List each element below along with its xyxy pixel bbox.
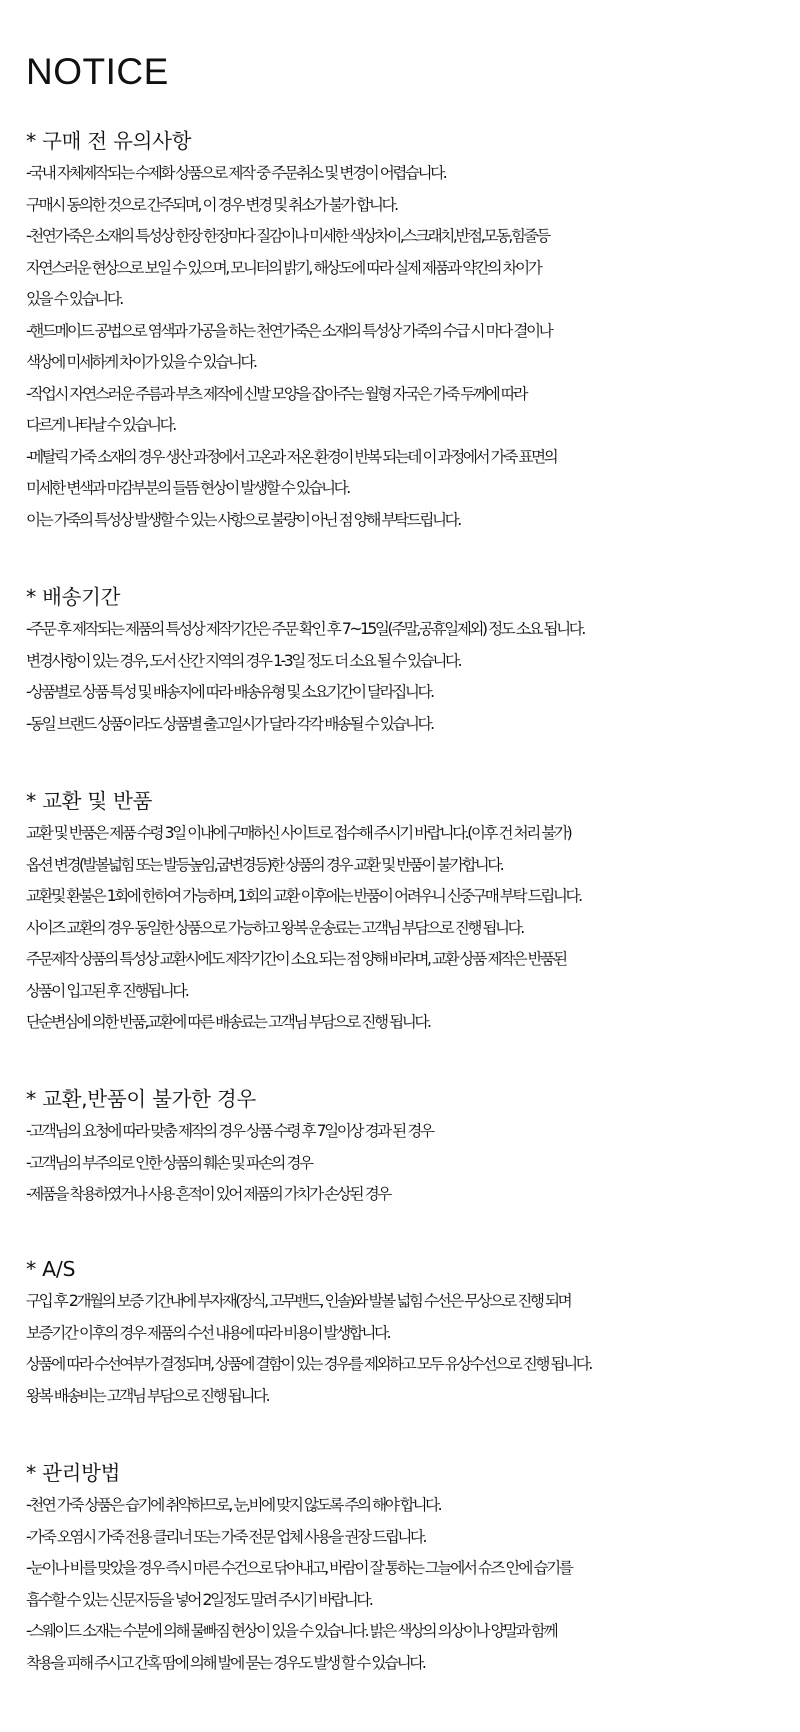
text-line: -주문 후 제작되는 제품의 특성상 제작기간은 주문 확인 후 7~15일(주말,공휴일제외) 정도 소요 됩니다. xyxy=(26,620,584,638)
text-line: -국내 자체제작되는 수제화 상품으로 제작 중 주문취소 및 변경이 어렵습니다. xyxy=(26,164,446,182)
text-line: 교환및 환불은 1회에 한하여 가능하며, 1회의 교환 이후에는 반품이 어려우니 신중구매 부탁 드립니다. xyxy=(26,887,581,905)
text-line: 상품이 입고된 후 진행됩니다. xyxy=(26,981,188,1000)
text-line: -천연가죽은 소재의 특성상 한장 한장마다 질감이나 미세한 색상차이,스크래치,반점,모동,힘줄등 xyxy=(26,227,549,245)
section-heading: * A/S xyxy=(26,1257,76,1281)
text-line: -작업시 자연스러운 주름과 부츠 제작에 신발 모양을 잡아주는 월형 자국은 가죽 두께에 따라 xyxy=(26,384,526,403)
section-body xyxy=(26,1490,796,1679)
text-line: 미세한 변색과 마감부분의 들뜸 현상이 발생할 수 있습니다. xyxy=(26,479,349,497)
section-exchange-return xyxy=(26,786,796,1039)
text-line: -핸드메이드 공법으로 염색과 가공을 하는 천연가죽은 소재의 특성상 가죽의 수급 시 마다 결이나 xyxy=(26,321,552,340)
text-line: 단순변심에 의한 반품,교환에 따른 배송료는 고객님 부담으로 진행 됩니다. xyxy=(26,1013,430,1031)
text-line: -천연 가죽 상품은 습기에 취약하므로, 눈,비에 맞지 않도록 주의 해야 합니다. xyxy=(26,1496,441,1514)
text-line: 있을 수 있습니다. xyxy=(26,290,122,308)
text-line: 자연스러운 현상으로 보일 수 있으며, 모니터의 밝기, 해상도에 따라 실제 제품과 약간의 차이가 xyxy=(26,258,541,277)
section-heading: * 교환,반품이 불가한 경우 xyxy=(26,1087,256,1111)
text-line: -고객님의 요청에 따라 맞춤 제작의 경우 상품 수령 후 7일이상 경과 된 경우 xyxy=(26,1122,433,1140)
text-line: -상품별로 상품 특성 및 배송지에 따라 배송유형 및 소요기간이 달라집니다. xyxy=(26,683,433,701)
section-pre-purchase-notes xyxy=(26,126,796,536)
section-heading: * 배송기간 xyxy=(26,585,121,609)
text-line: 구매시 동의한 것으로 간주되며, 이 경우 변경 및 취소가 불가 합니다. xyxy=(26,195,397,214)
section-non-returnable-cases xyxy=(26,1084,796,1211)
text-line: -스웨이드 소재는 수분에 의해 물빠짐 현상이 있을 수 있습니다. 밝은 색상의 의상이나 양말과 함께 xyxy=(26,1622,557,1640)
text-line: -고객님의 부주의로 인한 상품의 훼손 및 파손의 경우 xyxy=(26,1153,312,1172)
text-line: 보증기간 이후의 경우 제품의 수선 내용에 따라 비용이 발생합니다. xyxy=(26,1323,390,1342)
section-body xyxy=(26,158,796,536)
text-line: 착용을 피해 주시고 간혹 땀에 의해 발에 묻는 경우도 발생 할 수 있습니다. xyxy=(26,1653,425,1672)
text-line: 변경사항이 있는 경우, 도서 산간 지역의 경우 1-3일 정도 더 소요 될 수 있습니다. xyxy=(26,651,461,670)
text-line: 옵션 변경(발볼넓힘 또는 발등높임,굽변경등)한 상품의 경우 교환 및 반품이 불가합니다. xyxy=(26,855,503,874)
section-body xyxy=(26,1286,796,1412)
text-line: 교환 및 반품은 제품 수령 3일 이내에 구매하신 사이트로 접수해 주시기 바랍니다.(이후 건 처리 불가) xyxy=(26,824,571,842)
text-line: 상품에 따라 수선여부가 결정되며, 상품에 결함이 있는 경우를 제외하고 모두 유상수선으로 진행 됩니다. xyxy=(26,1355,591,1373)
section-after-service xyxy=(26,1254,796,1412)
text-line: -가죽 오염시 가죽 전용 클리너 또는 가죽 전문 업체 사용을 권장 드립니다. xyxy=(26,1527,426,1546)
text-line: -메탈릭 가죽 소재의 경우 생산 과정에서 고온과 저온 환경이 반복 되는데 이 과정에서 가죽 표면의 xyxy=(26,447,557,466)
notice-content xyxy=(26,51,796,1672)
text-line: -눈이나 비를 맞았을 경우 즉시 마른 수건으로 닦아내고, 바람이 잘 통하는 그늘에서 슈즈 안에 습기를 xyxy=(26,1559,572,1577)
section-body xyxy=(26,818,796,1039)
page-title: NOTICE xyxy=(26,51,169,92)
text-line: -제품을 착용하였거나 사용 흔적이 있어 제품의 가치가 손상된 경우 xyxy=(26,1185,390,1203)
text-line: 주문제작 상품의 특성상 교환시에도 제작기간이 소요 되는 점 양해 바라며, 교환 상품 제작은 반품된 xyxy=(26,950,566,968)
text-line: 흡수할 수 있는 신문지등을 넣어 2일정도 말려 주시기 바랍니다. xyxy=(26,1590,372,1609)
text-line: 왕복 배송비는 고객님 부담으로 진행 됩니다. xyxy=(26,1386,269,1405)
section-care-instructions xyxy=(26,1458,796,1679)
text-line: -동일 브랜드 상품이라도 상품별 출고일시가 달라 각각 배송될 수 있습니다. xyxy=(26,714,433,733)
section-heading: * 관리방법 xyxy=(26,1461,121,1485)
section-shipping-period xyxy=(26,582,796,740)
section-heading: * 구매 전 유의사항 xyxy=(26,129,192,153)
text-line: 이는 가죽의 특성상 발생할 수 있는 사항으로 불량이 아닌 점 양해 부탁드립니다. xyxy=(26,510,460,529)
section-heading: * 교환 및 반품 xyxy=(26,789,153,813)
text-line: 구입 후 2개월의 보증 기간내에 부자재(장식, 고무밴드, 인솔)와 발볼 넓힘 수선은 무상으로 진행 되며 xyxy=(26,1292,571,1310)
text-line: 사이즈 교환의 경우 동일한 상품으로 가능하고 왕복 운송료는 고객님 부담으로 진행 됩니다. xyxy=(26,918,523,937)
section-body xyxy=(26,614,796,740)
section-body xyxy=(26,1116,796,1211)
text-line: 다르게 나타날 수 있습니다. xyxy=(26,416,175,434)
text-line: 색상에 미세하게 차이가 있을 수 있습니다. xyxy=(26,353,256,371)
